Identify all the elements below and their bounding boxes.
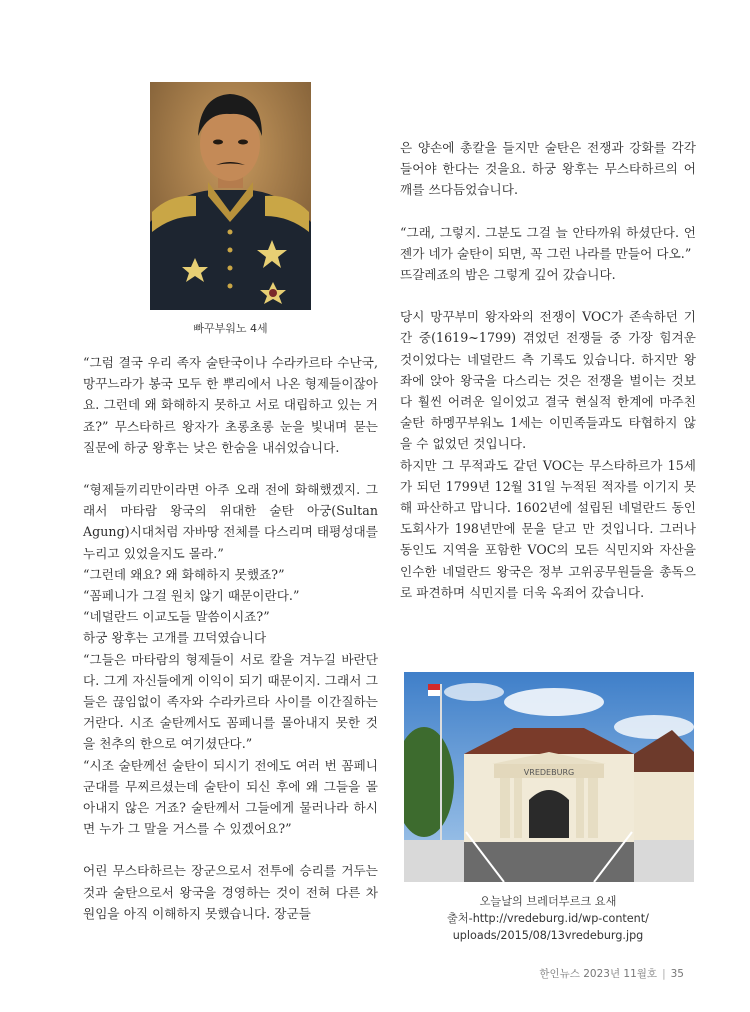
left-paragraph-2 bbox=[83, 479, 378, 839]
text-line: 당시 망꾸부미 왕자와의 전쟁이 VOC가 존속하던 기간 중(1619~1799) 겪었던 전쟁들 중 가장 힘겨운 것이었다는 네덜란드 측 기록도 있습니다. 하지만 왕좌에 앉아 왕국을 다스리는 것은 전쟁을 벌이는 것보다 훨씬 어려운 일이었고 결국 현실적 한계에 마주친 술탄 하멩꾸부워노 1세는 이민족들과도 타협하지 않을 수 없었던 것입니다. bbox=[400, 309, 696, 452]
building-sign: VREDEBURG bbox=[523, 768, 575, 777]
text-line: “시조 술탄께선 술탄이 되시기 전에도 여러 번 꼼페니 군대를 무찌르셨는데 술탄이 되신 후에 왜 그들을 몰아내지 않은 거죠? 술탄께서 그들에게 물러나라 하시면 누가 그 말을 거스를 수 있겠어요?” bbox=[83, 757, 378, 837]
right-column bbox=[400, 137, 696, 603]
text-line: “그래, 그렇지. 그분도 그걸 늘 안타까워 하셨단다. 언젠가 네가 술탄이 되면, 꼭 그런 나라를 만들어 다오.” bbox=[400, 224, 696, 261]
right-paragraph-2 bbox=[400, 222, 696, 286]
portrait-illustration bbox=[150, 82, 311, 310]
text-line: “네덜란드 이교도들 말씀이시죠?” bbox=[83, 609, 270, 625]
text-line: “그런데 왜요? 왜 화해하지 못했죠?” bbox=[83, 566, 285, 582]
fort-caption-source-cont: uploads/2015/08/13vredeburg.jpg bbox=[452, 929, 644, 942]
page-number: 35 bbox=[670, 968, 684, 980]
text-line: 하궁 왕후는 고개를 끄덕였습니다 bbox=[83, 630, 267, 646]
fort-caption bbox=[400, 893, 696, 944]
fort-photo bbox=[404, 672, 694, 882]
fort-illustration bbox=[404, 672, 694, 882]
footer-separator: | bbox=[662, 968, 666, 980]
text-line: 은 양손에 총칼을 들지만 술탄은 전쟁과 강화를 각각 들어야 한다는 것을요. 하궁 왕후는 무스타하르의 어깨를 쓰다듬었습니다. bbox=[400, 140, 696, 198]
text-line: 어린 무스타하르는 장군으로서 전투에 승리를 거두는 것과 술탄으로서 왕국을 경영하는 것이 전혀 다른 차원임을 아직 이해하지 못했습니다. 장군들 bbox=[83, 863, 378, 921]
text-line: “그들은 마타람의 형제들이 서로 칼을 겨누길 바란단다. 그게 자신들에게 이익이 되기 때문이지. 그래서 그들은 끊임없이 족자와 수라카르타 사이를 이간질하는 거란다. 시조 술탄께서도 꼼페니를 몰아내지 못한 것을 천추의 한으로 여기셨단다.” bbox=[83, 651, 378, 752]
right-paragraph-3 bbox=[400, 306, 696, 603]
portrait-image bbox=[150, 82, 311, 310]
fort-caption-source: 출처-http://vredeburg.id/wp-content/ bbox=[447, 912, 649, 925]
left-column bbox=[83, 352, 378, 924]
fort-caption-title: 오늘날의 브레더부르크 요새 bbox=[479, 895, 617, 908]
left-paragraph-3 bbox=[83, 860, 378, 924]
right-paragraph-1 bbox=[400, 137, 696, 201]
text-line: “꼼페니가 그걸 원치 않기 때문이란다.” bbox=[83, 588, 300, 604]
portrait-caption: 빠꾸부워노 4세 bbox=[193, 322, 268, 335]
text-line: 뜨갈레죠의 밤은 그렇게 깊어 갔습니다. bbox=[400, 267, 616, 283]
left-paragraph-1 bbox=[83, 352, 378, 458]
text-line: 하지만 그 무적과도 같던 VOC는 무스타하르가 15세가 되던 1799년 12월 31일 누적된 적자를 이기지 못해 파산하고 맙니다. 1602년에 설립된 네덜란드 동인도회사가 198년만에 문을 닫고 만 것입니다. 그러나 동인도 지역을 포함한 VOC의 모든 식민지와 자산을 인수한 네덜란드 왕국은 정부 고위공무원들을 총독으로 파견하며 식민지를 더욱 옥죄어 갔습니다. bbox=[400, 457, 696, 600]
page-footer bbox=[539, 966, 684, 981]
text-line: “형제들끼리만이라면 아주 오래 전에 화해했겠지. 그래서 마타람 왕국의 위대한 술탄 아궁(Sultan Agung)시대처럼 자바땅 전체를 다스리며 태평성대를 누리고 있었을지도 몰라.” bbox=[83, 482, 378, 561]
text-line: “그럼 결국 우리 족자 술탄국이나 수라카르타 수난국, 망꾸느라가 봉국 모두 한 뿌리에서 나온 형제들이잖아요. 그런데 왜 화해하지 못하고 서로 대립하고 있는 거죠?” 무스타하르 왕자가 초롱초롱 눈을 빛내며 묻는 질문에 하궁 왕후는 낮은 한숨을 내쉬었습니다. bbox=[83, 355, 378, 455]
publication-name: 한인뉴스 2023년 11월호 bbox=[539, 968, 658, 980]
